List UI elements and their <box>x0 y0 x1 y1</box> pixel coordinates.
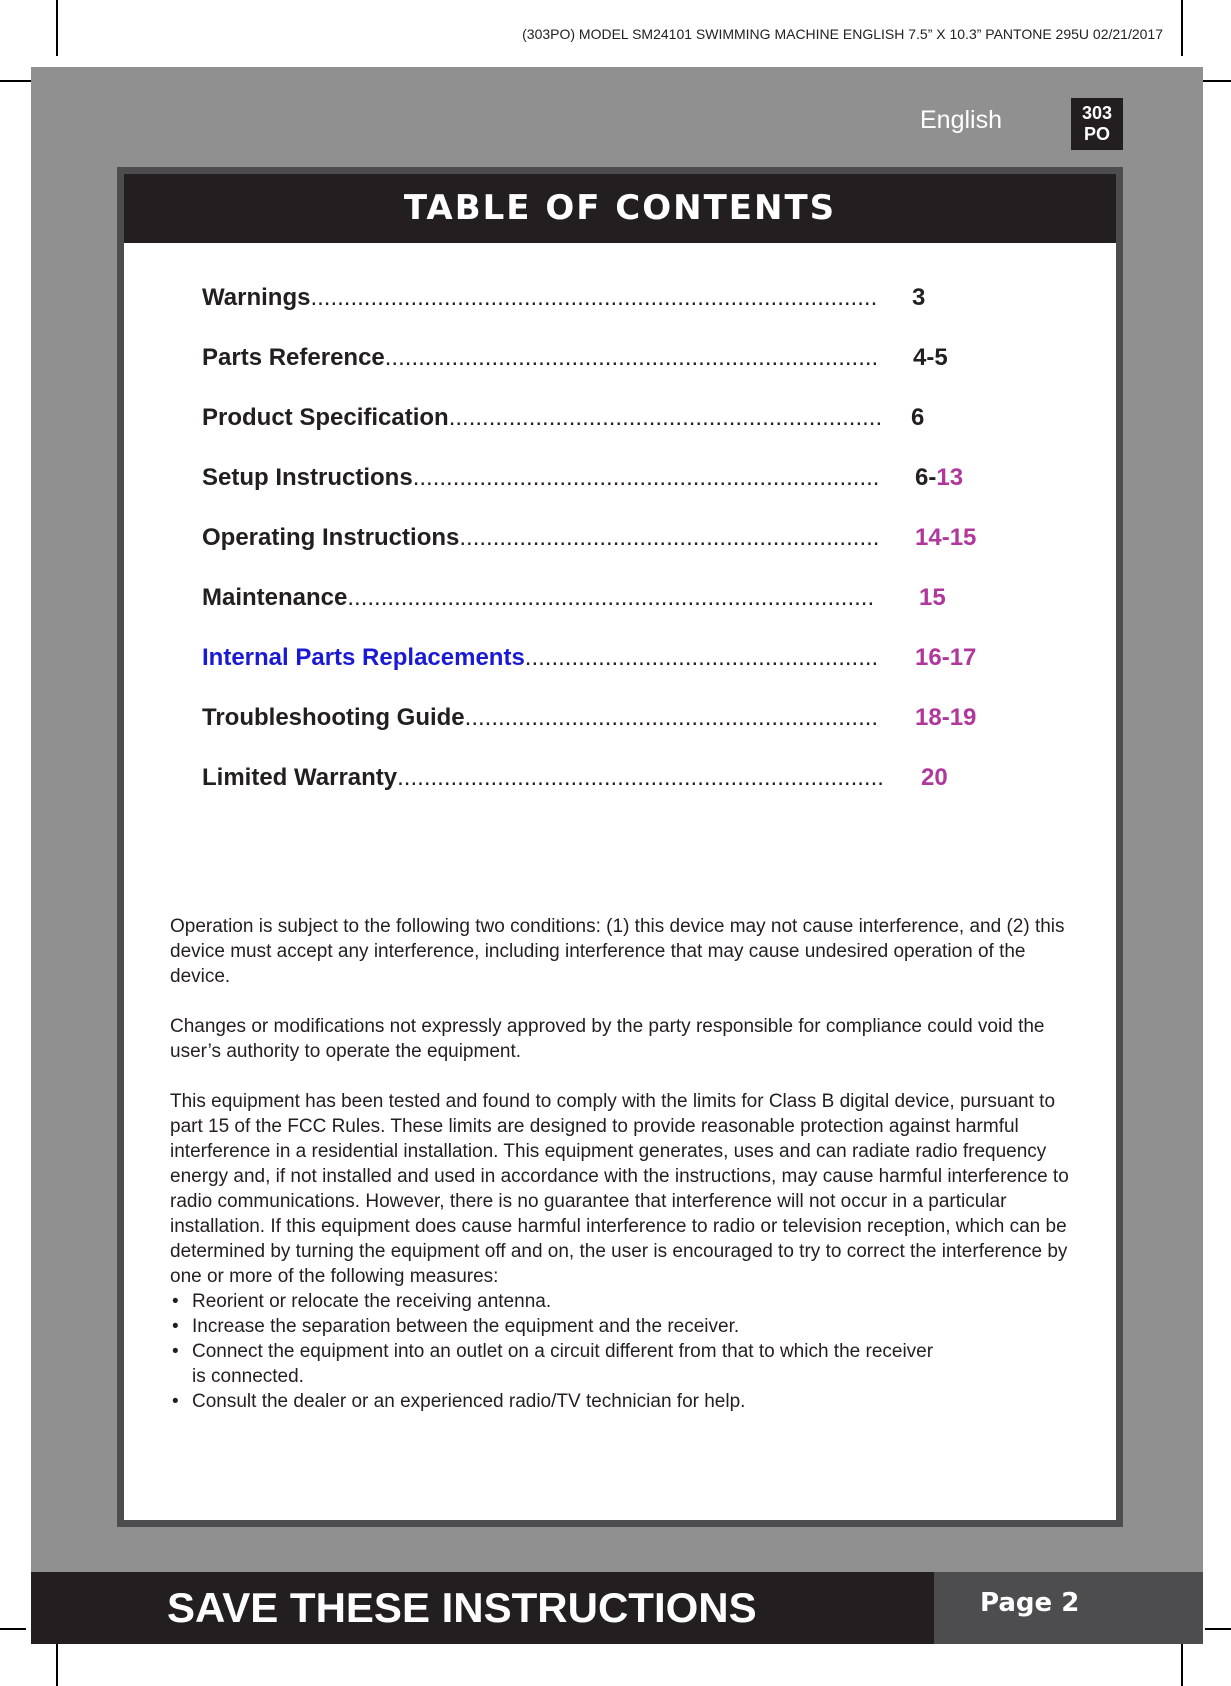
list-item <box>170 1289 1080 1314</box>
toc-leader-dots: .......................................................................... <box>384 344 879 371</box>
save-instructions-banner: SAVE THESE INSTRUCTIONS <box>31 1572 934 1644</box>
crop-mark <box>1205 1628 1231 1630</box>
list-item <box>170 1314 1080 1339</box>
toc-entry-setup-instructions[interactable] <box>202 464 1062 524</box>
toc-leader-dots: ................................................................. <box>448 404 883 431</box>
model-code-badge <box>1071 98 1123 150</box>
toc-entry-title: Operating Instructions <box>202 524 460 551</box>
toc-entry-warnings[interactable] <box>202 284 1062 344</box>
bullet-icon: • <box>172 1341 179 1362</box>
toc-leader-dots: ......................................................................... <box>397 764 884 791</box>
toc-entry-page: 6 <box>911 404 925 431</box>
fcc-paragraph-3: This equipment has been tested and found to comply with the limits for Class B digital device, pursuant to part 15 of the FCC Rules. These limits are designed to provide reasonable protection against harmful interference in a residential installation. This equipment generates, uses and can radiate radio frequency energy and, if not installed and used in accordance with the instructions, may cause harmful interference to radio communications. However, there is no guarantee that interference will not occur in a particular installation. If this equipment does cause harmful interference to radio or television reception, which can be determined by turning the equipment off and on, the user is encouraged to try to correct the interference by one or more of the following measures: <box>170 1091 1069 1287</box>
toc-leader-dots: ............................................................................... <box>347 584 875 611</box>
bullet-icon: • <box>172 1316 179 1337</box>
toc-entry-maintenance[interactable] <box>202 584 1062 644</box>
toc-entry-page: 4-5 <box>913 344 948 371</box>
toc-leader-dots: ..................................................................................... <box>310 284 878 311</box>
toc-leader-dots: ...................................................................... <box>412 464 880 491</box>
bullet-icon: • <box>172 1391 179 1412</box>
toc-leader-dots: ..................................................... <box>524 644 879 671</box>
page-number: Page 2 <box>934 1572 1203 1644</box>
fcc-notice <box>170 914 1080 1414</box>
print-header: (303PO) MODEL SM24101 SWIMMING MACHINE ENGLISH 7.5” X 10.3” PANTONE 295U 02/21/2017 <box>522 26 1163 42</box>
fcc-paragraph-1: Operation is subject to the following two conditions: (1) this device may not cause interference, and (2) this device must accept any interference, including interference that may cause undesired operation of the device. <box>170 916 1065 987</box>
toc-entry-troubleshooting-guide[interactable] <box>202 704 1062 764</box>
toc-leader-dots: .............................................................. <box>464 704 879 731</box>
measure-text: Reorient or relocate the receiving antenna. <box>192 1291 552 1312</box>
toc-entry-title: Maintenance <box>202 584 348 611</box>
bullet-icon: • <box>172 1291 179 1312</box>
crop-mark <box>1181 0 1183 56</box>
toc-page-highlight: 13 <box>936 464 964 491</box>
crop-mark <box>0 1628 26 1630</box>
toc-entry-page: 18-19 <box>915 704 977 731</box>
toc-entry-title: Parts Reference <box>202 344 385 371</box>
toc-page-prefix: 6- <box>915 464 937 491</box>
toc-entry-page: 16-17 <box>915 644 977 671</box>
toc-entry-page: 20 <box>921 764 948 791</box>
toc-entry-title: Product Specification <box>202 404 449 431</box>
crop-mark <box>1181 1640 1183 1686</box>
toc-entry-title: Internal Parts Replacements <box>202 644 525 671</box>
list-item <box>170 1389 1080 1414</box>
toc-entry-title: Setup Instructions <box>202 464 413 491</box>
toc-entry-internal-parts-replacements[interactable] <box>202 644 1062 704</box>
toc-entry-limited-warranty[interactable] <box>202 764 1062 824</box>
measure-text: Connect the equipment into an outlet on a circuit different from that to which the receiver is connected. <box>192 1341 934 1387</box>
crop-mark <box>56 0 58 56</box>
toc-entry-page <box>915 464 963 492</box>
fcc-paragraph-2: Changes or modifications not expressly approved by the party responsible for compliance could void the user’s authority to operate the equipment. <box>170 1016 1045 1062</box>
code-badge-line2: PO <box>1083 124 1110 144</box>
code-badge-line1: 303 <box>1081 103 1113 123</box>
toc-entry-product-specification[interactable] <box>202 404 1062 464</box>
toc-list <box>202 284 1062 824</box>
toc-entry-page: 14-15 <box>915 524 977 551</box>
measure-text: Consult the dealer or an experienced radio/TV technician for help. <box>192 1391 746 1412</box>
toc-leader-dots: ............................................................... <box>459 524 880 551</box>
fcc-measures-list <box>170 1289 1080 1414</box>
toc-heading: TABLE OF CONTENTS <box>124 174 1116 243</box>
language-label: English <box>920 106 1002 134</box>
toc-entry-title: Warnings <box>202 284 311 311</box>
toc-entry-title: Troubleshooting Guide <box>202 704 465 731</box>
list-item <box>170 1339 1080 1389</box>
toc-entry-parts-reference[interactable] <box>202 344 1062 404</box>
toc-entry-page: 3 <box>912 284 926 311</box>
crop-mark <box>56 1640 58 1686</box>
toc-entry-page: 15 <box>919 584 946 611</box>
toc-entry-title: Limited Warranty <box>202 764 398 791</box>
toc-entry-operating-instructions[interactable] <box>202 524 1062 584</box>
measure-text: Increase the separation between the equipment and the receiver. <box>192 1316 740 1337</box>
